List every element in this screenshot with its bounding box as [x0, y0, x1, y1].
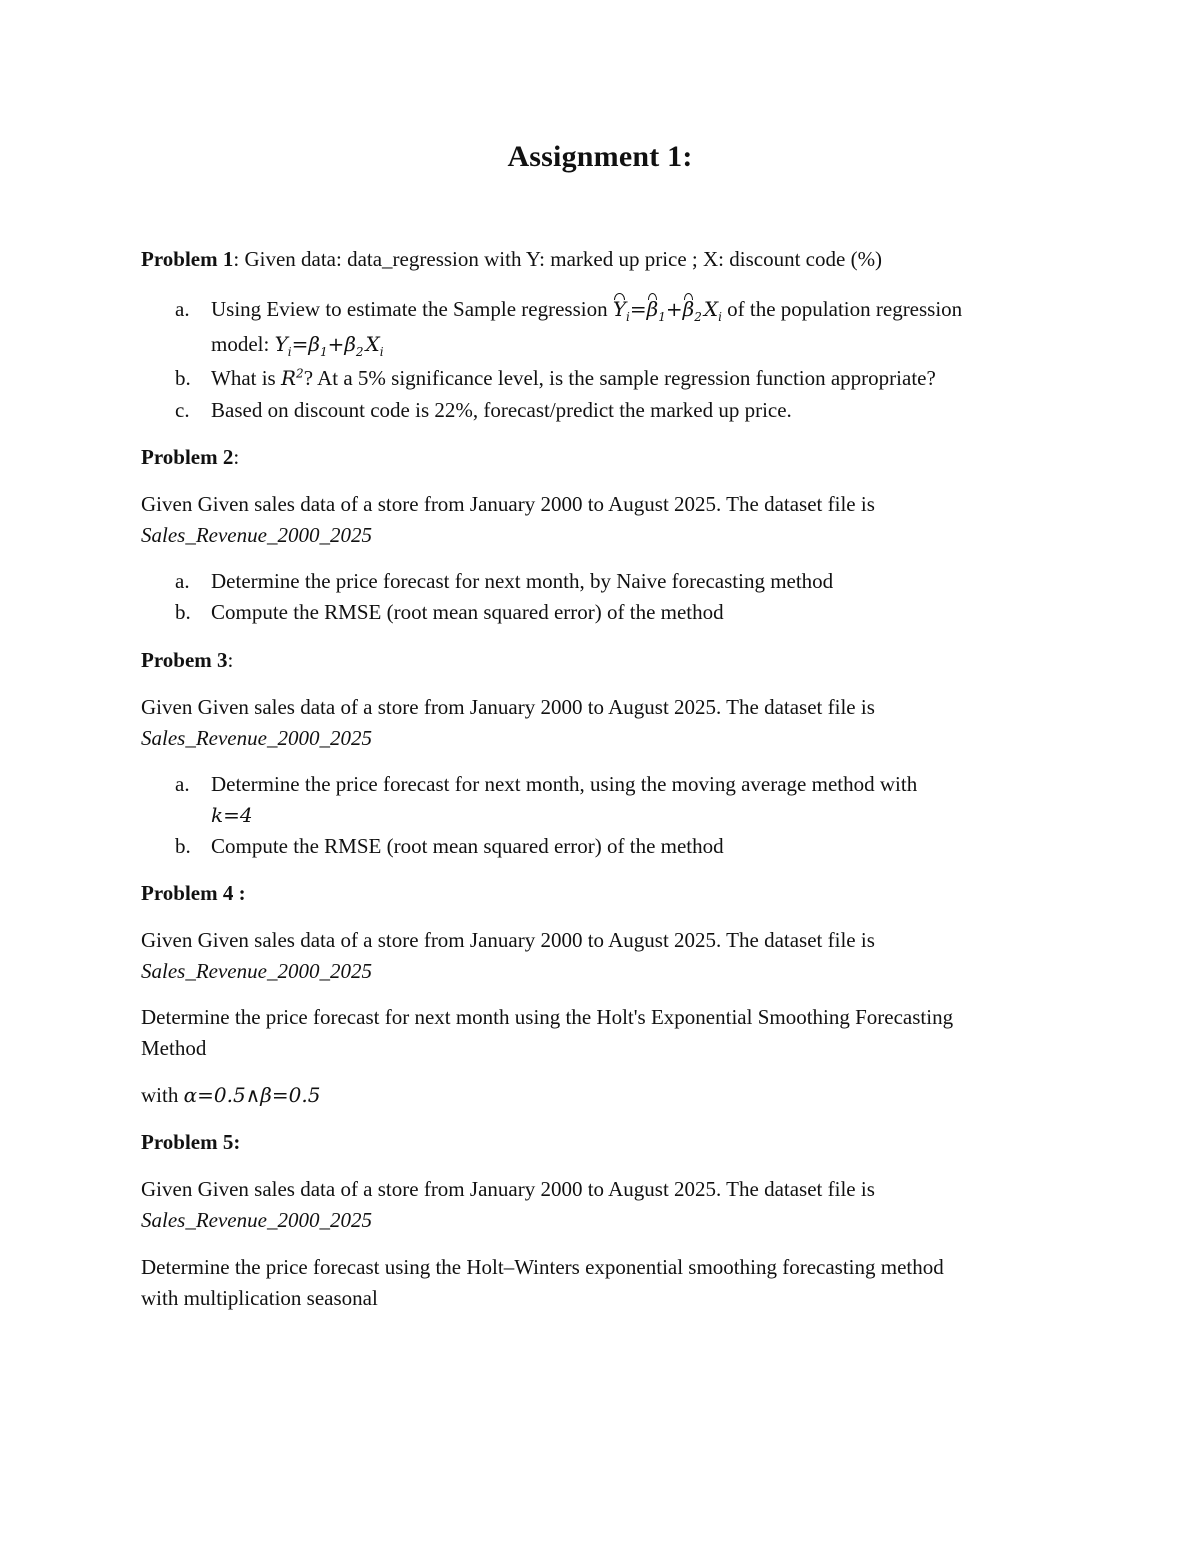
item-text-before: What is — [211, 366, 281, 390]
problem-2-heading — [141, 442, 1066, 473]
item-marker: b. — [175, 366, 191, 390]
population-regression-formula: $Y_i=\beta_1+\beta_2$ $X_i$ — [274, 332, 384, 359]
item-text: Compute the RMSE (root mean squared error) of the method — [211, 834, 724, 858]
problem-4-parameters — [141, 1080, 1066, 1111]
problem-1-heading — [141, 244, 1066, 275]
item-text — [211, 294, 962, 325]
problem-4-dataset-file: Sales_Revenue_2000_2025 — [141, 959, 372, 983]
problem-5-text-line2: with multiplication seasonal — [141, 1286, 378, 1310]
problem-5-description: Given Given sales data of a store from January 2000 to August 2025. The dataset file is — [141, 1177, 875, 1201]
problem-3-heading — [141, 645, 1066, 676]
smoothing-parameters-formula: α=0.5∧β=0.5 — [183, 1083, 321, 1107]
item-marker: a. — [175, 569, 190, 593]
k-value-formula: k=4 — [211, 803, 253, 827]
problem-3-label: Probem 3 — [141, 648, 228, 672]
problem-4-text-line2: Method — [141, 1036, 207, 1060]
problem-5-heading: Problem 5: — [141, 1130, 241, 1154]
problem-1-label: Problem 1 — [141, 247, 234, 271]
problem-1-colon: : — [233, 247, 240, 271]
item-text: Based on discount code is 22%, forecast/predict the marked up price. — [211, 398, 792, 422]
problem-1-intro: Given data: data_regression with Y: marked up price ; X: discount code (%) — [239, 247, 883, 271]
page-title: Assignment 1: — [507, 140, 693, 173]
problem-3-dataset-file: Sales_Revenue_2000_2025 — [141, 726, 372, 750]
problem-3-colon: : — [227, 648, 234, 672]
model-prefix: model: — [211, 332, 275, 356]
problem-4-text-line1: Determine the price forecast for next month using the Holt's Exponential Smoothing Forecasting — [141, 1005, 954, 1029]
problem-5-dataset-file: Sales_Revenue_2000_2025 — [141, 1208, 372, 1232]
item-text-after: of the population regression — [721, 297, 963, 321]
item-marker: a. — [175, 772, 190, 796]
item-text-after: ? At a 5% significance level, is the sample regression function appropriate? — [303, 366, 936, 390]
r-squared: $R^2$ — [280, 366, 304, 390]
item-text: Compute the RMSE (root mean squared error) of the method — [211, 600, 724, 624]
sample-regression-formula: $Y_i=\beta_1+\beta_2$ $X_i$ — [613, 297, 722, 321]
item-text: Determine the price forecast for next month, using the moving average method with — [211, 772, 918, 796]
problem-2-description: Given Given sales data of a store from January 2000 to August 2025. The dataset file is — [141, 492, 875, 516]
problem-2-dataset-file: Sales_Revenue_2000_2025 — [141, 523, 372, 547]
item-marker: b. — [175, 834, 191, 858]
item-text-before: Using Eview to estimate the Sample regression — [211, 297, 613, 321]
problem-2-label: Problem 2 — [141, 445, 234, 469]
item-marker: b. — [175, 600, 191, 624]
item-text — [211, 329, 384, 360]
problem-2-colon: : — [233, 445, 240, 469]
problem-4-heading: Problem 4 : — [141, 881, 246, 905]
item-marker: c. — [175, 398, 190, 422]
item-text — [211, 363, 936, 394]
parameters-prefix: with — [141, 1083, 184, 1107]
problem-5-text-line1: Determine the price forecast using the Holt–Winters exponential smoothing forecasting method — [141, 1255, 944, 1279]
problem-3-description: Given Given sales data of a store from January 2000 to August 2025. The dataset file is — [141, 695, 875, 719]
item-marker: a. — [175, 297, 190, 321]
item-text: Determine the price forecast for next month, by Naive forecasting method — [211, 569, 834, 593]
problem-4-description: Given Given sales data of a store from January 2000 to August 2025. The dataset file is — [141, 928, 875, 952]
